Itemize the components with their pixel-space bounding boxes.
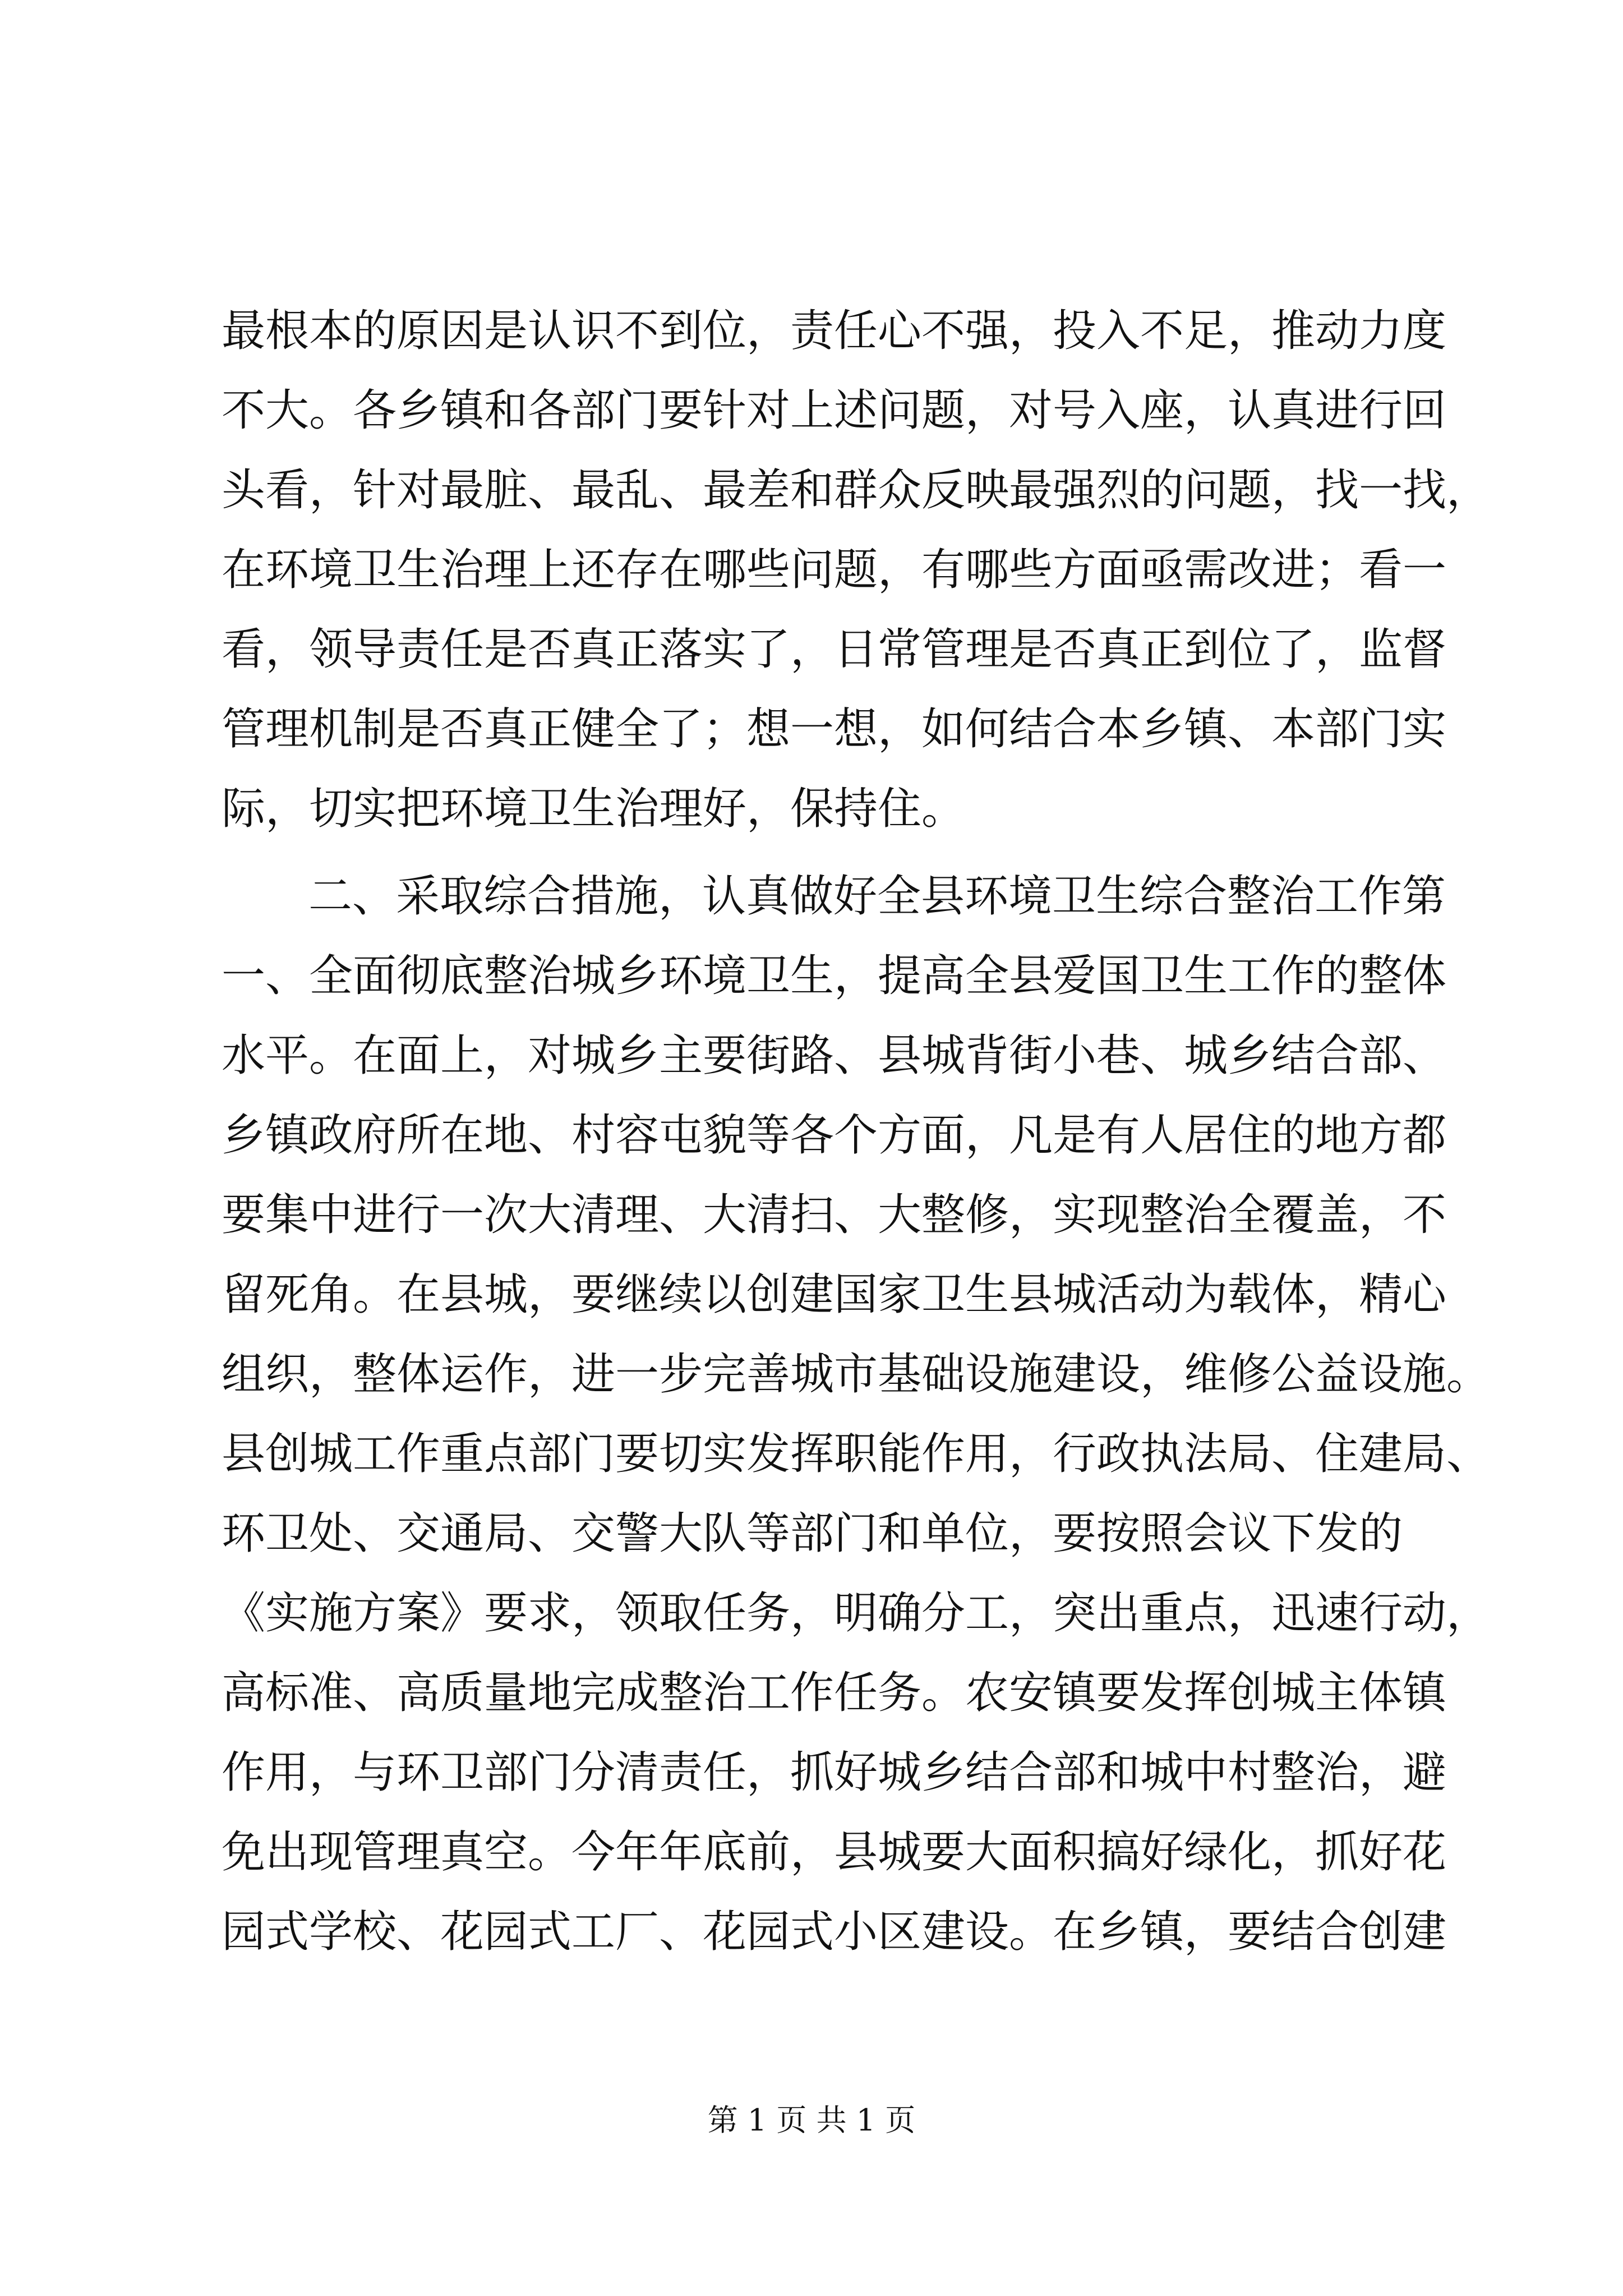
text-line: 最根本的原因是认识不到位，责任心不强，投入不足，推动力度 [222, 306, 1447, 356]
text-line: 头看，针对最脏、最乱、最差和群众反映最强烈的问题，找一找， [222, 465, 1491, 516]
text-line: 环卫处、交通局、交警大队等部门和单位，要按照会议下发的 [222, 1508, 1403, 1559]
text-line: 园式学校、花园式工厂、花园式小区建设。在乡镇，要结合创建 [222, 1907, 1447, 1957]
text-line: 作用，与环卫部门分清责任，抓好城乡结合部和城中村整治，避 [222, 1747, 1447, 1798]
text-line: 免出现管理真空。今年年底前，县城要大面积搞好绿化，抓好花 [222, 1827, 1447, 1878]
text-line: 留死角。在县城，要继续以创建国家卫生县城活动为载体，精心 [222, 1269, 1447, 1320]
text-line: 看，领导责任是否真正落实了，日常管理是否真正到位了，监督 [222, 624, 1447, 675]
text-line: 高标准、高质量地完成整治工作任务。农安镇要发挥创城主体镇 [222, 1668, 1447, 1718]
page-footer: 第 1 页 共 1 页 [707, 2102, 916, 2138]
text-line: 组织，整体运作，进一步完善城市基础设施建设，维修公益设施。 [222, 1349, 1491, 1400]
text-line: 在环境卫生治理上还存在哪些问题，有哪些方面亟需改进；看一 [222, 545, 1447, 595]
text-line: 县创城工作重点部门要切实发挥职能作用，行政执法局、住建局、 [222, 1429, 1491, 1479]
text-line: 水平。在面上，对城乡主要街路、县城背街小巷、城乡结合部、 [222, 1030, 1447, 1081]
text-line: 一、全面彻底整治城乡环境卫生，提高全县爱国卫生工作的整体 [222, 951, 1447, 1001]
paragraph-heading-line: 二、采取综合措施，认真做好全县环境卫生综合整治工作第 [308, 871, 1446, 922]
text-line: 要集中进行一次大清理、大清扫、大整修，实现整治全覆盖，不 [222, 1190, 1447, 1240]
text-line: 不大。各乡镇和各部门要针对上述问题，对号入座，认真进行回 [222, 385, 1447, 436]
text-line: 《实施方案》要求，领取任务，明确分工，突出重点，迅速行动， [222, 1588, 1491, 1639]
text-line: 际，切实把环境卫生治理好，保持住。 [222, 784, 966, 834]
text-line: 乡镇政府所在地、村容屯貌等各个方面，凡是有人居住的地方都 [222, 1110, 1447, 1161]
text-line: 管理机制是否真正健全了；想一想，如何结合本乡镇、本部门实 [222, 704, 1447, 754]
